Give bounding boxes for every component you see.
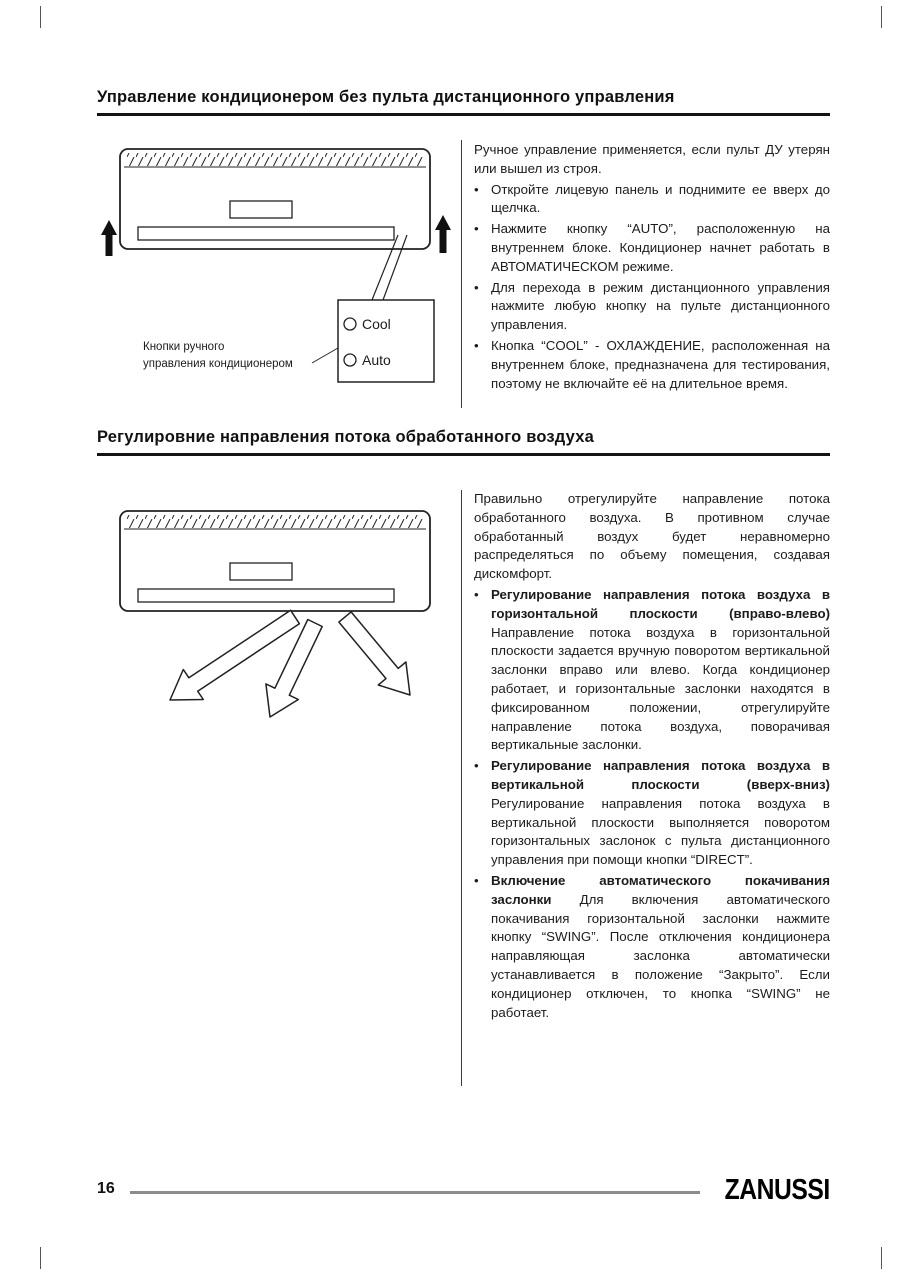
ac-display-panel bbox=[230, 563, 292, 580]
bullet-marker: • bbox=[474, 337, 479, 353]
manual-buttons-label-line2: управления кондиционером bbox=[143, 358, 293, 370]
list-item-body: Направление потока воздуха в горизонтальной плоскости задается вручную поворотом вертикальной заслонки вправо или влево. Когда кондиционер работает, и горизонтальные заслонки находятся в фиксированном положении, отрегулируйте направление потока воздуха, поворачивая вертикальные заслонки. bbox=[491, 624, 830, 753]
label-pointer-line bbox=[312, 348, 338, 363]
section2-heading: Регулировние направления потока обработанного воздуха bbox=[97, 428, 830, 456]
auto-button-label: Auto bbox=[362, 352, 391, 368]
bullet-marker: • bbox=[474, 181, 479, 197]
manual-buttons-callout bbox=[338, 300, 434, 382]
list-item bbox=[474, 586, 830, 755]
brand-logo: ZANUSSI bbox=[724, 1174, 830, 1206]
list-item-title: Регулирование направления потока воздуха в вертикальной плоскости (вверх-вниз) bbox=[491, 758, 830, 792]
column-divider bbox=[461, 490, 462, 1086]
list-item-text: Кнопка “COOL” - ОХЛАЖДЕНИЕ, расположенная на внутреннем блоке, предназначена для тестирования, поэтому не включайте её на длительное время. bbox=[491, 337, 830, 391]
ac-air-outlet bbox=[138, 227, 394, 240]
list-item bbox=[474, 279, 830, 335]
list-item-text bbox=[491, 757, 830, 870]
auto-button-icon bbox=[344, 354, 356, 366]
list-item bbox=[474, 872, 830, 1022]
ac-airflow-illustration bbox=[100, 505, 460, 745]
section2-text bbox=[474, 490, 830, 1022]
list-item-text: Для перехода в режим дистанционного управления нажмите любую кнопку на пульте дистанционного управления. bbox=[491, 279, 830, 333]
ac-top-grille bbox=[126, 153, 424, 166]
callout-box bbox=[338, 300, 434, 382]
airflow-arrow-right-icon bbox=[339, 612, 410, 695]
cool-button-icon bbox=[344, 318, 356, 330]
ac-display-panel bbox=[230, 201, 292, 218]
list-item-text bbox=[491, 586, 830, 755]
page-number: 16 bbox=[97, 1180, 115, 1197]
list-item-title: Регулирование направления потока воздуха в горизонтальной плоскости (вправо-влево) bbox=[491, 586, 830, 621]
list-item-text bbox=[491, 872, 830, 1022]
bullet-marker: • bbox=[474, 586, 479, 602]
list-item-title: Включение автоматического покачивания заслонки bbox=[491, 872, 830, 907]
section1-intro: Ручное управление применяется, если пульт ДУ утерян или вышел из строя. bbox=[474, 142, 830, 176]
crop-mark bbox=[881, 1247, 882, 1269]
up-arrow-icon bbox=[101, 220, 117, 256]
bullet-marker: • bbox=[474, 279, 479, 295]
section1-text bbox=[474, 141, 830, 393]
section1-heading: Управление кондиционером без пульта дистанционного управления bbox=[97, 88, 830, 116]
manual-buttons-label-line1: Кнопки ручного bbox=[143, 341, 225, 353]
ac-unit-drawing bbox=[120, 511, 430, 611]
list-item-body: Для включения автоматического покачивания горизонтальной заслонки нажмите кнопку “SWING”. После отключения кондиционера направляющая заслонка автоматически устанавливается в положение “Закрыто”. Если кондиционер отключен, то кнопка “SWING” не работает. bbox=[491, 891, 830, 1020]
bullet-marker: • bbox=[474, 221, 479, 237]
list-item bbox=[474, 337, 830, 393]
ac-unit-drawing bbox=[120, 149, 430, 249]
list-item bbox=[474, 181, 830, 219]
footer-rule bbox=[130, 1191, 700, 1194]
list-item-text: Нажмите кнопку “AUTO”, расположенную на внутреннем блоке. Кондиционер начнет работать в АВТОМАТИЧЕСКОМ режиме. bbox=[491, 221, 830, 274]
up-arrow-icon bbox=[435, 215, 451, 253]
list-item bbox=[474, 220, 830, 276]
list-item-body: Регулирование направления потока воздуха в вертикальной плоскости выполняется поворотом горизонтальных заслонок с пульта дистанционного управления при помощи кнопки “DIRECT”. bbox=[491, 795, 830, 868]
list-item bbox=[474, 757, 830, 870]
ac-unit-manual-buttons-illustration bbox=[100, 143, 460, 413]
crop-mark bbox=[40, 1247, 41, 1269]
bullet-marker: • bbox=[474, 758, 479, 774]
crop-mark bbox=[881, 6, 882, 28]
section2-intro: Правильно отрегулируйте направление потока обработанного воздуха. В противном случае обработанный воздух будет неравномерно распределяться по объему помещения, создавая дискомфорт. bbox=[474, 491, 830, 582]
crop-mark bbox=[40, 6, 41, 28]
cool-button-label: Cool bbox=[362, 316, 391, 332]
column-divider bbox=[461, 140, 462, 408]
ac-top-grille bbox=[126, 515, 424, 528]
list-item-text: Откройте лицевую панель и поднимите ее вверх до щелчка. bbox=[491, 181, 830, 216]
ac-air-outlet bbox=[138, 589, 394, 602]
bullet-marker: • bbox=[474, 872, 479, 888]
